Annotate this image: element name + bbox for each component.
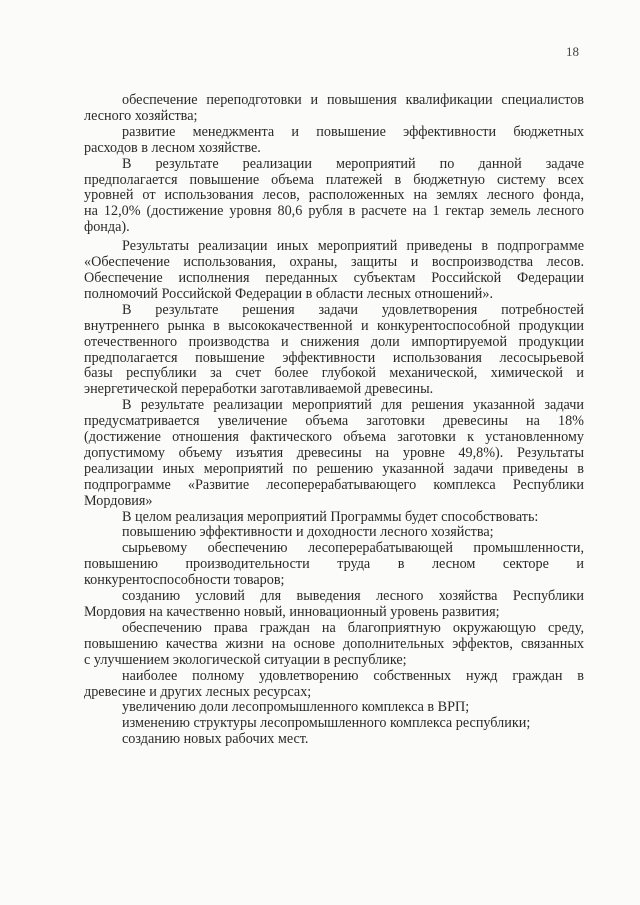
text-line: полномочий Российской Федерации в области лесных отношений».: [84, 285, 494, 302]
text-line: энергетической переработки заготавливаемой древесины.: [84, 381, 434, 398]
text-line: предусматривается увеличение объема заготовки древесины на 18%: [84, 413, 584, 430]
text-line: созданию новых рабочих мест.: [122, 731, 309, 748]
text-line: наиболее полному удовлетворению собственных нужд граждан в: [122, 667, 584, 684]
text-line: (достижение отношения фактического объема заготовки к установленному: [84, 429, 584, 446]
text-line: с улучшением экологической ситуации в республике;: [84, 651, 407, 668]
text-line: лесного хозяйства;: [84, 107, 198, 124]
text-line: повышению эффективности и доходности лесного хозяйства;: [122, 524, 494, 541]
text-line: базы республики за счет более глубокой механической, химической и: [84, 365, 584, 382]
text-line: подпрограмме «Развитие лесоперерабатывающего комплекса Республики: [84, 476, 584, 493]
text-line: на 12,0% (достижение уровня 80,6 рубля в расчете на 1 гектар земель лесного: [84, 203, 584, 220]
text-line: сырьевому обеспечению лесоперерабатывающей промышленности,: [122, 540, 584, 557]
text-line: развитие менеджмента и повышение эффективности бюджетных: [122, 123, 584, 140]
text-line: конкурентоспособности товаров;: [84, 572, 285, 589]
text-line: обеспечению права граждан на благоприятную окружающую среду,: [122, 619, 584, 636]
text-line: уровней от использования лесов, расположенных на землях лесного фонда,: [84, 187, 584, 204]
text-line: Результаты реализации иных мероприятий приведены в подпрограмме: [122, 238, 584, 255]
text-line: увеличению доли лесопромышленного комплекса в ВРП;: [122, 699, 470, 716]
text-line: предполагается повышение эффективности использования лесосырьевой: [84, 349, 584, 366]
text-line: расходов в лесном хозяйстве.: [84, 139, 261, 156]
text-line: В результате реализации мероприятий по данной задаче: [122, 155, 584, 172]
text-line: древесине и других лесных ресурсах;: [84, 683, 312, 700]
text-line: созданию условий для выведения лесного хозяйства Республики: [122, 588, 584, 605]
text-line: фонда).: [84, 219, 130, 236]
text-line: Мордовия на качественно новый, инновационный уровень развития;: [84, 604, 500, 620]
text-line: повышению производительности труда в лесном секторе и: [84, 556, 584, 573]
text-line: реализации иных мероприятий по решению указанной задачи приведены в: [84, 460, 584, 477]
text-line: «Обеспечение использования, охраны, защиты и воспроизводства лесов.: [84, 254, 584, 271]
document-body: [84, 93, 584, 748]
text-line: Обеспечение исполнения переданных субъектам Российской Федерации: [84, 269, 584, 286]
text-line: изменению структуры лесопромышленного комплекса республики;: [122, 715, 531, 732]
text-line: внутреннего рынка в высококачественной и конкурентоспособной продукции: [84, 317, 584, 334]
text-line: В целом реализация мероприятий Программы будет способствовать:: [122, 508, 539, 525]
text-line: повышению качества жизни на основе дополнительных эффектов, связанных: [84, 635, 584, 652]
text-line: предполагается повышение объема платежей в бюджетную систему всех: [84, 171, 584, 188]
text-line: отечественного производства и снижения доли импортируемой продукции: [84, 333, 584, 350]
text-line: допустимому объему изъятия древесины на уровне 49,8%). Результаты: [84, 444, 584, 461]
text-line: В результате реализации мероприятий для решения указанной задачи: [122, 397, 584, 414]
page-number: 18: [566, 44, 579, 59]
text-line: Мордовия»: [84, 492, 153, 509]
text-line: В результате решения задачи удовлетворения потребностей: [122, 301, 584, 318]
text-line: обеспечение переподготовки и повышения квалификации специалистов: [122, 92, 584, 108]
